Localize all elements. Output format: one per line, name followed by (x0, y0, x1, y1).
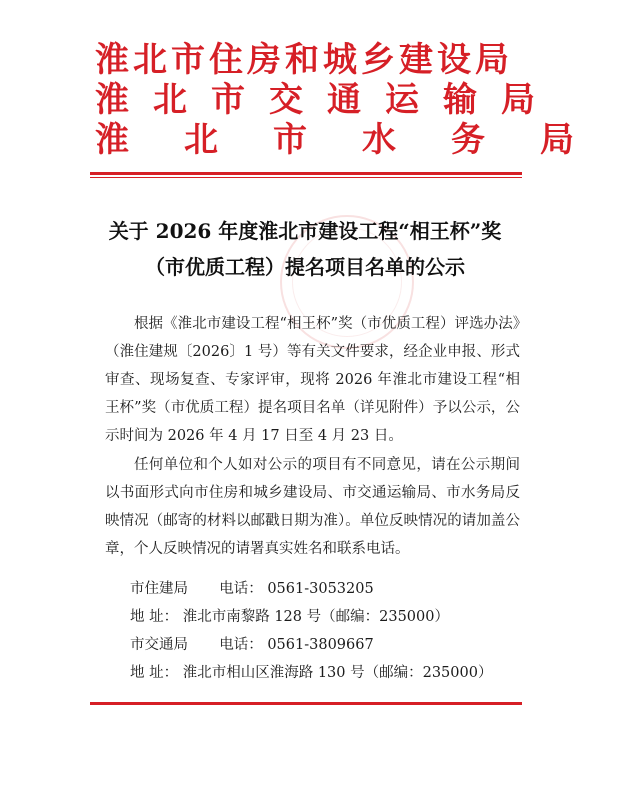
notice-title-line2: （市优质工程）提名项目名单的公示 (145, 255, 465, 279)
issuer-housing-bureau: 淮北市住房和城乡建设局 (95, 40, 513, 80)
contact-transport-phone-row (130, 633, 374, 654)
issuer-header (95, 40, 629, 160)
header-divider-thick (90, 172, 522, 175)
footer-divider (90, 702, 522, 705)
issuer-water-bureau: 淮北市水务局 (95, 120, 629, 160)
issuer-transport-bureau: 淮北市交通运输局 (95, 80, 559, 120)
contact-housing-phone-row (130, 577, 374, 598)
phone-number: 0561-3053205 (267, 581, 374, 597)
notice-title (80, 213, 530, 285)
phone-number: 0561-3809667 (267, 637, 374, 653)
notice-body (105, 310, 520, 564)
phone-label: 电话： (219, 637, 263, 653)
contact-org: 市交通局 (130, 637, 188, 653)
address-label: 地 址： (130, 609, 179, 625)
contact-housing-address-row (130, 605, 449, 626)
address-text: 淮北市南黎路 128 号（邮编：235000） (182, 609, 449, 625)
body-paragraph-objection: 任何单位和个人如对公示的项目有不同意见，请在公示期间以书面形式向市住房和城乡建设局、市交通运输局、市水务局反映情况（邮寄的材料以邮戳日期为准）。单位反映情况的请加盖公章，个人反映情况的请署真实姓名和联系电话。 (105, 457, 520, 557)
address-label: 地 址： (130, 665, 179, 681)
notice-title-line1: 关于 2026 年度淮北市建设工程“相王杯”奖 (108, 219, 502, 243)
header-divider-thin (90, 177, 522, 178)
contact-transport-address-row (130, 661, 492, 682)
phone-label: 电话： (219, 581, 263, 597)
body-paragraph-basis: 根据《淮北市建设工程“相王杯”奖（市优质工程）评选办法》（淮住建规〔2026〕1 号）等有关文件要求，经企业申报、形式审查、现场复查、专家评审，现将 2026 年淮北市建设工程“相王杯”奖（市优质工程）提名项目名单（详见附件）予以公示，公示时间为 2026 年 4 月 17 日至 4 月 23 日。 (105, 316, 520, 444)
address-text: 淮北市相山区淮海路 130 号（邮编：235000） (182, 665, 493, 681)
contact-org: 市住建局 (130, 581, 188, 597)
